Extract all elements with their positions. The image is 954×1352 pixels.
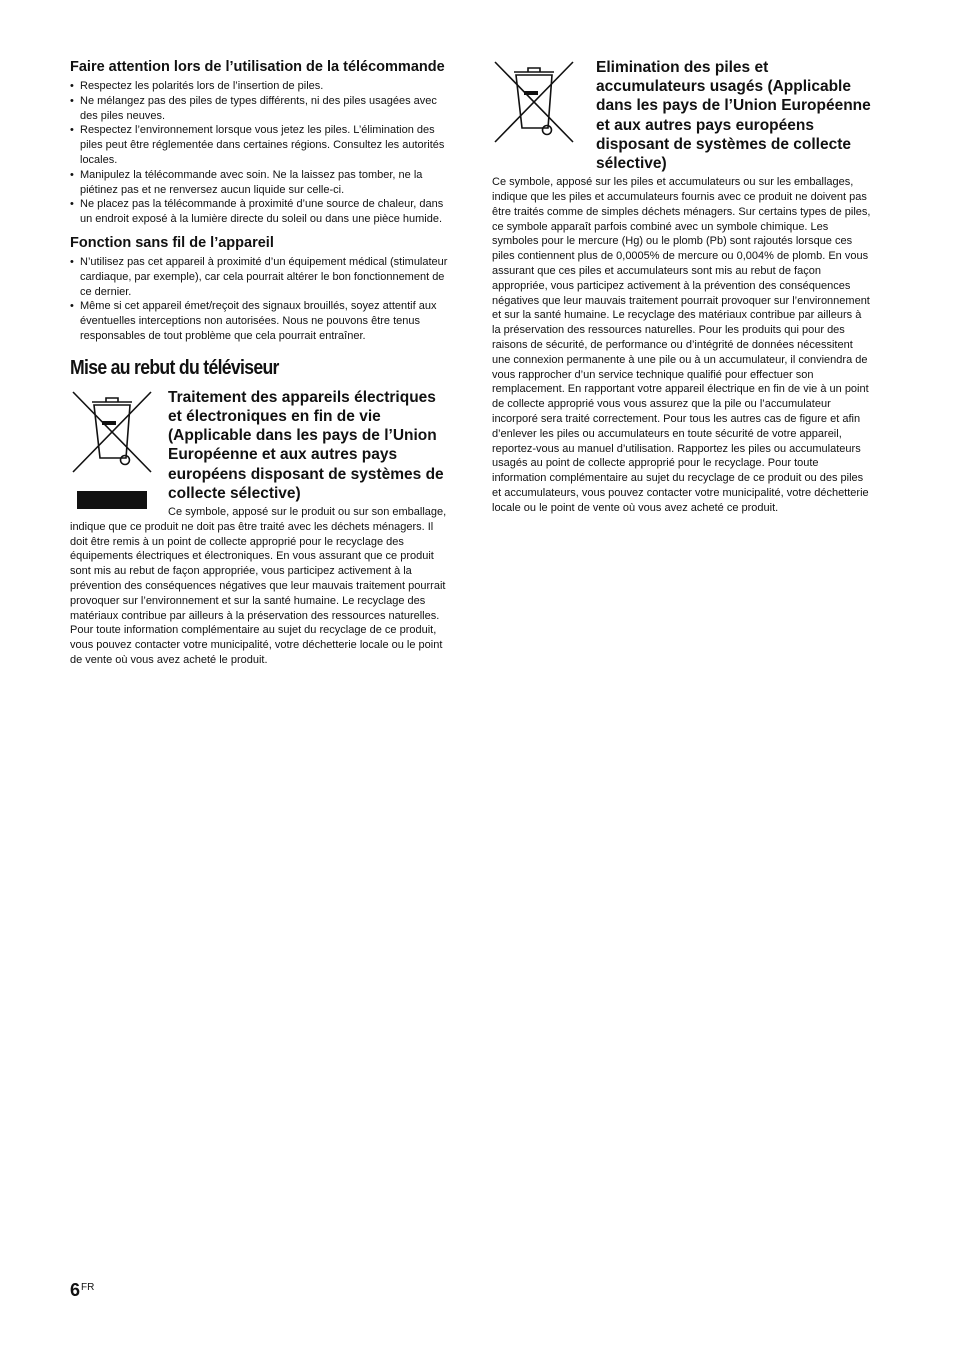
battery-section bbox=[492, 58, 872, 516]
list-item: • Respectez l’environnement lorsque vous jetez les piles. L’élimination des piles peut être réglementée dans certaines régions. Consultez les autorités locales. bbox=[70, 123, 450, 167]
wireless-heading: Fonction sans fil de l’appareil bbox=[70, 234, 274, 251]
list-item: • Ne mélangez pas des piles de types différents, ni des piles usagées avec des piles neuves. bbox=[70, 94, 450, 124]
right-column bbox=[492, 58, 872, 516]
page-number bbox=[70, 1280, 94, 1301]
left-column bbox=[70, 58, 450, 668]
weee-subheading: Traitement des appareils électriques et électroniques en fin de vie (Applicable dans les pays de l’Union Européenne et aux autres pays européens disposant de systèmes de collecte sélective) bbox=[168, 388, 444, 502]
battery-body: Ce symbole, apposé sur les piles et accumulateurs ou sur les emballages, indique que les piles et accumulateurs fournis avec ce produit ne doivent pas être traités comme de simples déchets ménagers. Sur certains types de piles, ce symbole apparaît parfois combiné avec un symbole chimique. Les symboles pour le mercure (Hg) ou le plomb (Pb) sont rajoutés lorsque ces piles contiennent plus de 0,0005% de mercure ou 0,004% de plomb. En vous assurant que ces piles et accumulateurs sont mis au rebut de façon appropriée, vous participez activement à la prévention des conséquences négatives que leur mauvais traitement pourrait provoquer sur l’environnement et sur la santé humaine. Le recyclage des matériaux contribue par ailleurs à la préservation des ressources naturelles. Pour les produits qui pour des raisons de sécurité, de performance ou d’intégrité de données nécessitent une connexion permanente à une pile ou à un accumulateur, il conviendra de vous rapprocher d’un service technique qualifié pour effectuer son remplacement. En rapportant votre appareil électrique en fin de vie à un point de collecte approprié vous vous assurez que la pile ou l’accumulateur incorporé sera traité correctement. Pour tous les autres cas de figure et afin d’enlever les piles ou accumulateurs en toute sécurité de votre appareil, reportez-vous au manuel d’utilisation. Rapportez les piles ou accumulateurs usagés au point de collecte approprié pour le recyclage. Pour toute information complémentaire au sujet du recyclage de ce produit ou des piles et accumulateurs, vous pouvez contacter votre municipalité, votre déchetterie locale ou le point de vente où vous avez acheté ce produit. bbox=[492, 176, 871, 514]
disposal-section bbox=[70, 388, 450, 668]
section-title: Mise au rebut du téléviseur bbox=[70, 355, 279, 379]
language-code: FR bbox=[81, 1282, 95, 1293]
remote-heading: Faire attention lors de l’utilisation de la télécommande bbox=[70, 59, 445, 75]
weee-symbol bbox=[70, 388, 158, 509]
list-item: • Même si cet appareil émet/reçoit des signaux brouillés, soyez attentif aux éventuelles interceptions non autorisées. Nous ne pouvons être tenus responsables de tout problème que cela pourrait entraîner. bbox=[70, 299, 450, 343]
product-marking-bar bbox=[77, 491, 147, 509]
crossed-out-wheelie-bin-icon bbox=[492, 58, 576, 146]
weee-body: Ce symbole, apposé sur le produit ou sur son emballage, indique que ce produit ne doit pas être traité avec les déchets ménagers. Il doit être remis à un point de collecte approprié pour le recyclage des équipements électriques et électroniques. En vous assurant que ce produit sont mis au rebut de façon appropriée, vous participez activement à la prévention des conséquences négatives que leur mauvais traitement pourrait provoquer sur l’environnement et sur la santé humaine. Le recyclage des matériaux contribue par ailleurs à la préservation des ressources naturelles. Pour toute information complémentaire au sujet du recyclage de ce produit, vous pouvez contacter votre municipalité, votre déchetterie locale ou le point de vente où vous avez acheté le produit. bbox=[70, 505, 447, 666]
list-item: • Ne placez pas la télécommande à proximité d’une source de chaleur, dans un endroit exposé à la lumière directe du soleil ou dans une pièce humide. bbox=[70, 197, 450, 227]
battery-heading: Elimination des piles et accumulateurs usagés (Applicable dans les pays de l’Union Européenne et aux autres pays européens disposant de systèmes de collecte sélective) bbox=[596, 59, 871, 173]
list-item: • Respectez les polarités lors de l’insertion de piles. bbox=[70, 79, 450, 94]
list-item: • N’utilisez pas cet appareil à proximité d’un équipement médical (stimulateur cardiaque, par exemple), car cela pourrait altérer le bon fonctionnement de ce dernier. bbox=[70, 255, 450, 299]
remote-list bbox=[70, 79, 450, 227]
list-item: • Manipulez la télécommande avec soin. Ne la laissez pas tomber, ne la piétinez pas et ne renversez aucun liquide sur celle-ci. bbox=[70, 168, 450, 198]
wireless-list bbox=[70, 255, 450, 344]
crossed-out-wheelie-bin-icon bbox=[70, 388, 154, 476]
page-number-value: 6 bbox=[70, 1280, 81, 1300]
battery-weee-symbol bbox=[492, 58, 576, 151]
